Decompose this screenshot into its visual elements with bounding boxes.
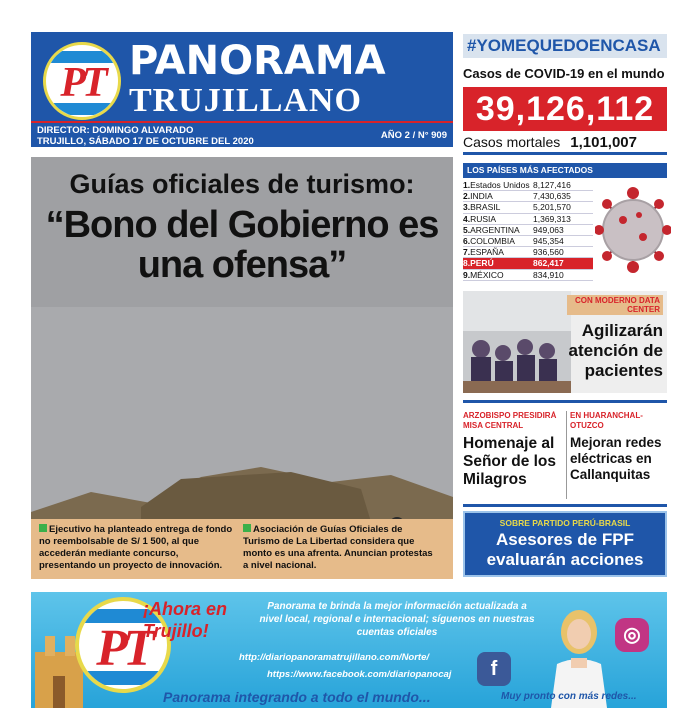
banner-heading: ¡Ahora en Trujillo! xyxy=(143,599,228,641)
banner-text: Panorama te brinda la mejor información actualizada a nivel local, regional e internacional; síguenos en nuestras cuentas oficiales xyxy=(259,601,535,638)
story-title[interactable]: Asesores de FPF evaluarán acciones xyxy=(486,530,644,569)
country-value: 5,201,570 xyxy=(533,202,571,213)
countries-table xyxy=(463,163,667,284)
date-line: TRUJILLO, SÁBADO 17 DE OCTUBRE DEL 2020 xyxy=(37,136,254,147)
country-name xyxy=(463,270,504,281)
story-title[interactable]: Agilizarán atención de pacientes xyxy=(568,321,663,380)
country-row xyxy=(463,270,593,281)
divider xyxy=(463,504,667,507)
huaranchal-story[interactable] xyxy=(570,411,668,499)
country-row xyxy=(463,191,593,202)
story-kicker: EN HUARANCHAL-OTUZCO xyxy=(570,411,643,430)
countries-heading: LOS PAÍSES MÁS AFECTADOS xyxy=(463,163,667,178)
facebook-link[interactable]: https://www.facebook.com/diariopanocaj xyxy=(267,669,452,680)
story-title[interactable]: Homenaje al Señor de los Milagros xyxy=(463,435,557,488)
country-label: Estados Unidos xyxy=(470,180,530,190)
datacenter-photo xyxy=(463,291,571,393)
arzobispo-story[interactable] xyxy=(463,411,563,499)
country-list xyxy=(463,180,593,281)
bullet-square-icon xyxy=(243,524,251,532)
covid-title: Casos de COVID-19 en el mundo xyxy=(463,66,665,81)
facebook-icon[interactable]: f xyxy=(477,652,511,686)
country-rank: 3. xyxy=(463,202,471,213)
country-name xyxy=(463,236,515,247)
country-label: COLOMBIA xyxy=(470,235,515,246)
country-name xyxy=(463,225,520,236)
divider xyxy=(463,152,667,155)
country-value: 8,127,416 xyxy=(533,180,571,190)
story-kicker: SOBRE PARTIDO PERÚ-BRASIL xyxy=(499,518,631,528)
story-kicker: Guías oficiales de turismo: xyxy=(69,169,415,199)
caption-right: Asociación de Guías Oficiales de Turismo de La Libertad considera que monto es una afrenta. Anuncian protestas a nivel nacional. xyxy=(243,524,433,571)
caption-left: Ejecutivo ha planteado entrega de fondo no reembolsable de S/ 1 500, al que accederán mediante concurso, presentando un proyecto de innovación. xyxy=(39,524,233,571)
logo-text: PT xyxy=(96,620,150,677)
story-kicker: ARZOBISPO PRESIDIRÁ MISA CENTRAL xyxy=(463,411,557,430)
hashtag: #YOMEQUEDOENCASA xyxy=(463,34,667,58)
issue-number: AÑO 2 / N° 909 xyxy=(380,130,447,141)
bullet-square-icon xyxy=(39,524,47,532)
instagram-icon[interactable]: ◎ xyxy=(615,618,649,652)
story-kicker: CON MODERNO DATA CENTER xyxy=(567,295,663,315)
virus-icon xyxy=(595,175,671,285)
deaths-label: Casos mortales xyxy=(463,134,561,150)
banner-soon: Muy pronto con más redes... xyxy=(501,691,637,702)
director-line: DIRECTOR: DOMINGO ALVARADO xyxy=(37,125,194,136)
country-value: 945,354 xyxy=(533,235,564,246)
country-name xyxy=(463,258,494,269)
brand-name: PANORAMA xyxy=(129,38,386,84)
country-name xyxy=(463,247,504,258)
brand-subname: TRUJILLANO xyxy=(129,82,362,119)
logo[interactable] xyxy=(43,42,121,120)
country-rank: 7. xyxy=(463,247,471,258)
masthead-meta xyxy=(31,121,453,147)
divider xyxy=(463,400,667,403)
country-rank: 5. xyxy=(463,224,471,235)
country-value: 834,910 xyxy=(533,269,564,280)
country-rank: 9. xyxy=(463,269,471,280)
logo-text: PT xyxy=(60,60,104,106)
website-link[interactable]: http://diariopanoramatrujillano.com/Norte/ xyxy=(239,652,430,663)
country-row xyxy=(463,202,593,213)
country-value: 949,063 xyxy=(533,224,564,235)
country-row xyxy=(463,225,593,236)
country-label: BRASIL xyxy=(470,202,501,213)
country-rank: 6. xyxy=(463,235,471,246)
country-label: MÉXICO xyxy=(470,269,504,280)
country-value: 1,369,313 xyxy=(533,213,571,224)
country-label: INDIA xyxy=(470,191,493,202)
country-name xyxy=(463,180,530,191)
covid-total: 39,126,112 xyxy=(463,87,667,131)
country-row xyxy=(463,247,593,258)
country-name xyxy=(463,214,496,225)
deaths-value: 1,101,007 xyxy=(570,134,637,151)
story-headline[interactable]: “Bono del Gobierno es una ofensa” xyxy=(45,204,439,286)
country-value: 936,560 xyxy=(533,247,564,258)
country-row xyxy=(463,214,593,225)
country-value: 862,417 xyxy=(533,258,564,269)
caption-bar xyxy=(31,519,453,579)
country-rank: 4. xyxy=(463,213,471,224)
country-label: ESPAÑA xyxy=(470,247,504,258)
divider xyxy=(566,411,567,499)
story-title[interactable]: Mejoran redes eléctricas en Callanquitas xyxy=(570,435,662,482)
country-label: ARGENTINA xyxy=(470,224,520,235)
main-story[interactable] xyxy=(31,157,453,579)
country-row xyxy=(463,236,593,247)
datacenter-story[interactable] xyxy=(463,291,667,393)
country-row xyxy=(463,258,593,269)
country-row xyxy=(463,180,593,191)
fpf-story[interactable] xyxy=(463,511,667,577)
deaths-row xyxy=(463,134,667,151)
country-label: RUSIA xyxy=(470,213,497,224)
country-rank: 1. xyxy=(463,180,471,190)
country-label: PERÚ xyxy=(470,258,494,269)
country-name xyxy=(463,202,500,213)
country-value: 7,430,635 xyxy=(533,191,571,202)
banner-slogan: Panorama integrando a todo el mundo... xyxy=(163,689,431,705)
country-rank: 2. xyxy=(463,191,471,202)
country-rank: 8. xyxy=(463,258,471,269)
country-name xyxy=(463,191,493,202)
promo-banner[interactable] xyxy=(31,592,667,708)
